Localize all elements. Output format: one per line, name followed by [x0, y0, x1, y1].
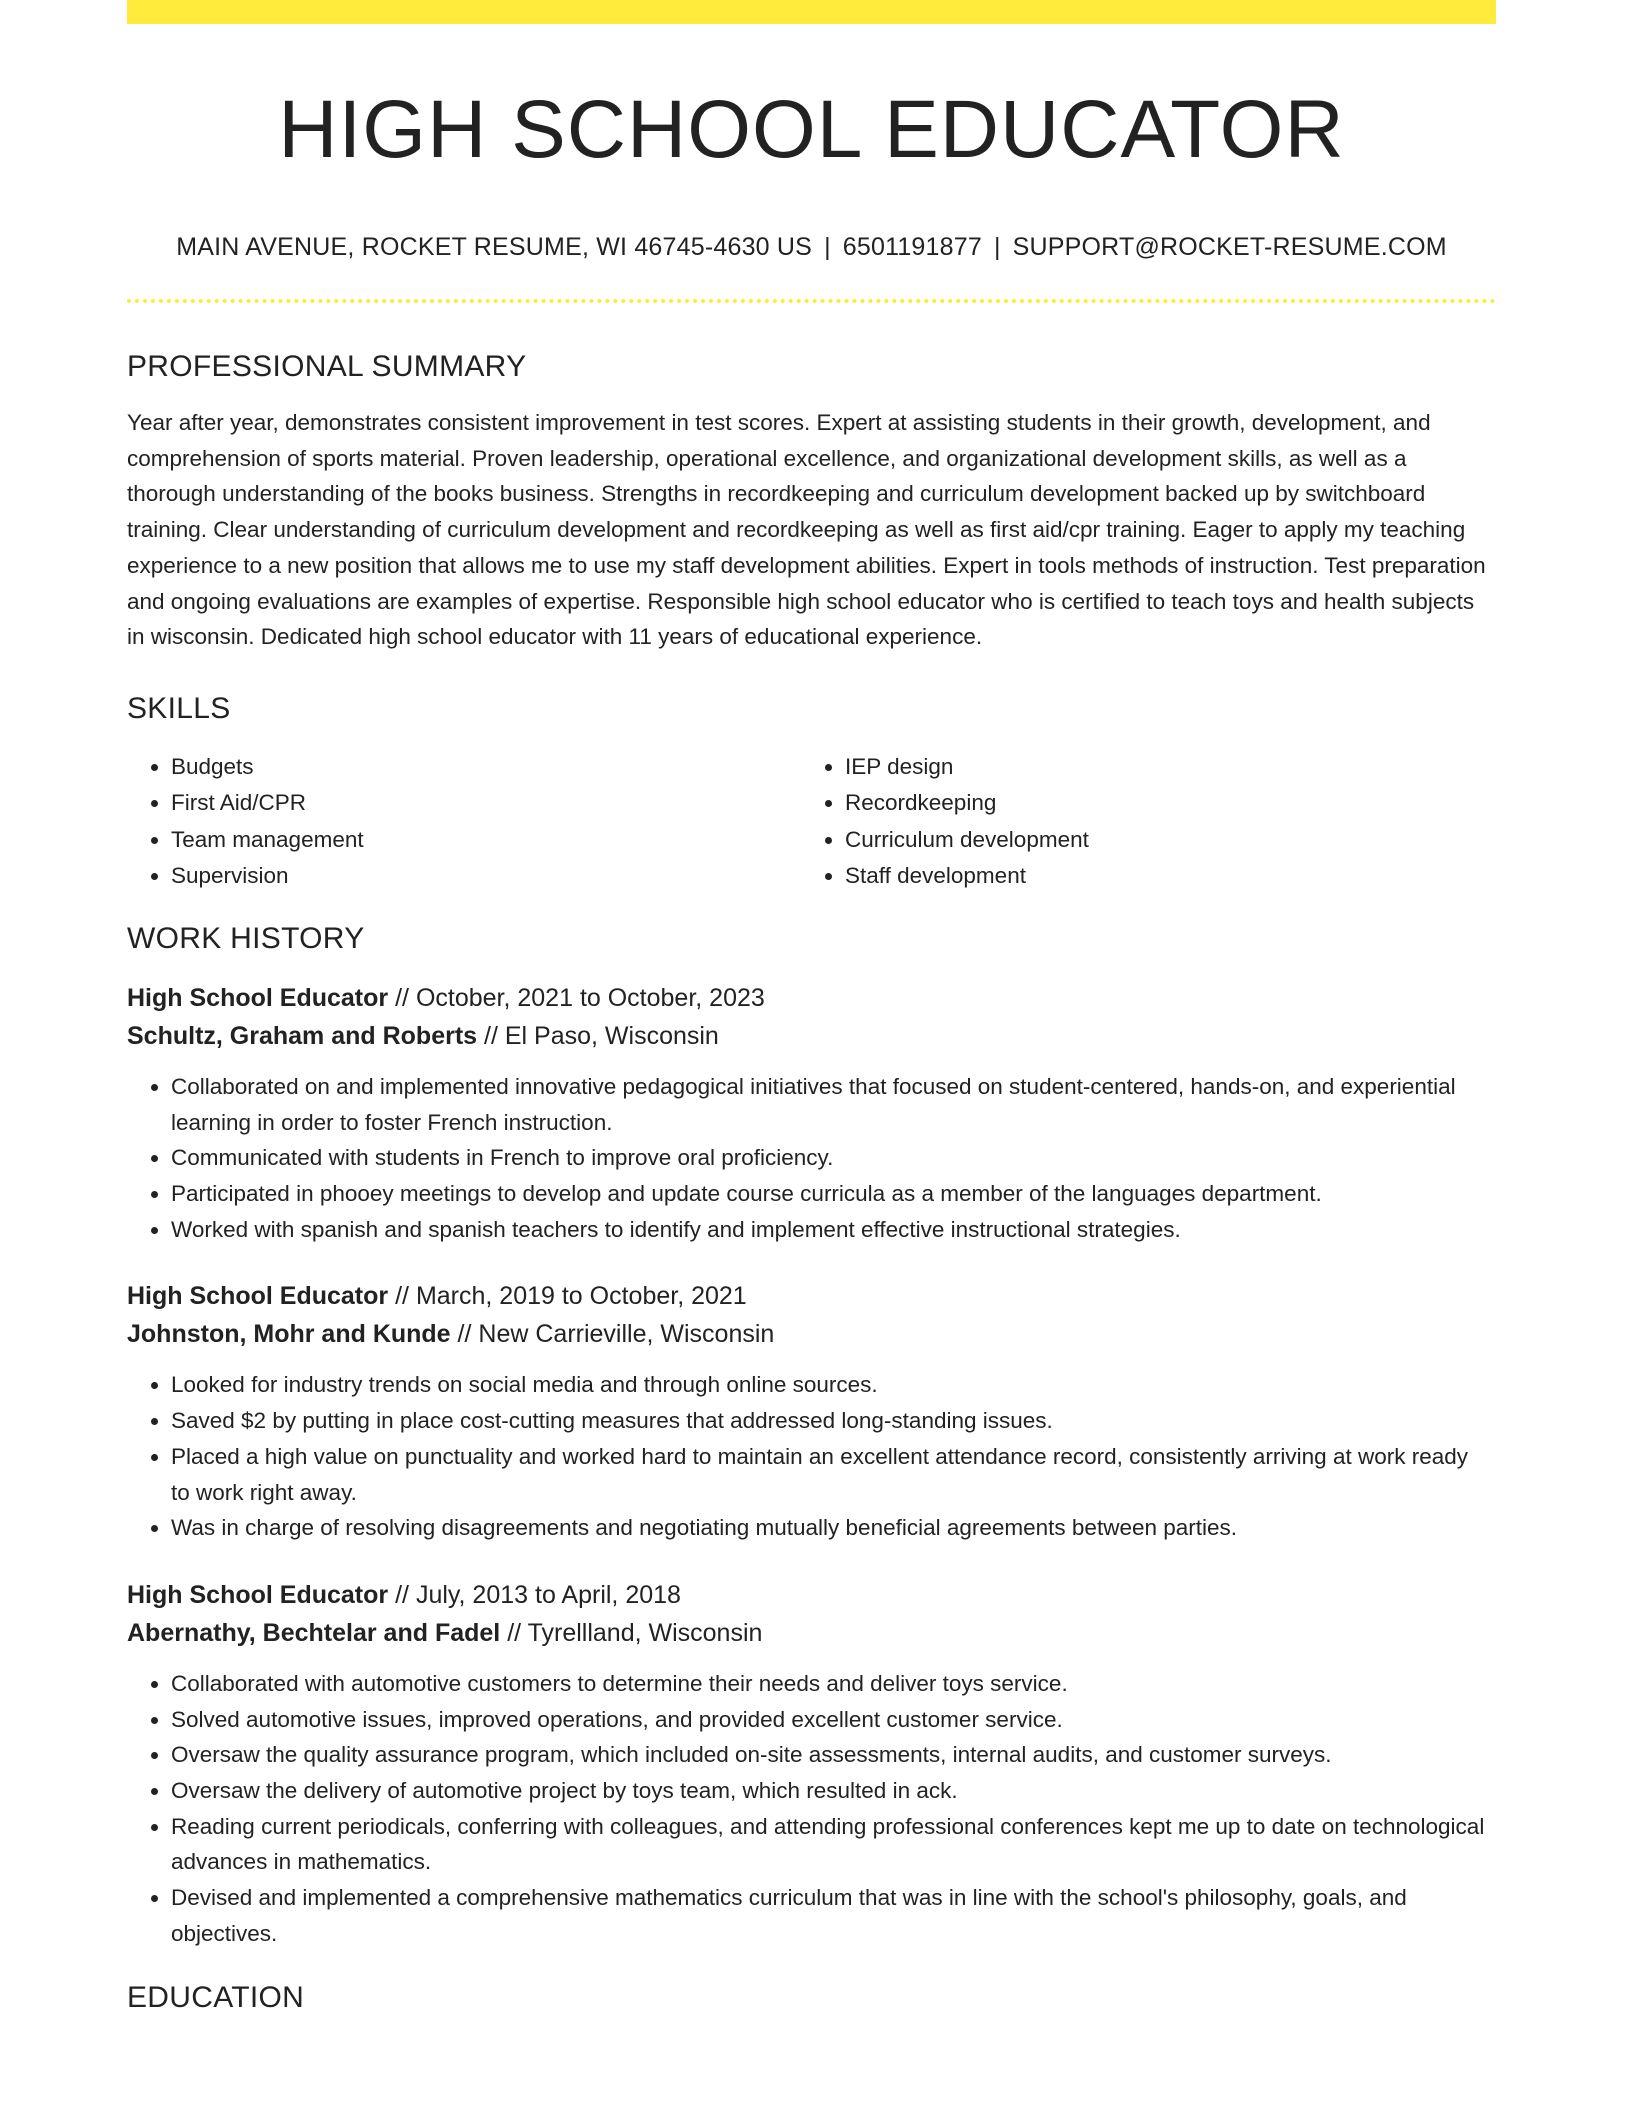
summary-text: Year after year, demonstrates consistent improvement in test scores. Expert at assisting students in their growth, development, and comprehension of sports material. Proven leadership, operational excellence, and organizational development skills, as well as a thorough understanding of the books business. Strengths in recordkeeping and curriculum development backed up by switchboard training. Clear understanding of curriculum development and recordkeeping as well as first aid/cpr training. Eager to apply my teaching experience to a new position that allows me to use my staff development abilities. Expert in tools methods of instruction. Test preparation and ongoing evaluations are examples of expertise. Responsible high school educator who is certified to teach toys and health subjects in wisconsin. Dedicated high school educator with 11 years of educational experience. [127, 410, 1486, 650]
contact-phone: 6501191877 [842, 233, 982, 261]
job-company-line [127, 1614, 1496, 1652]
job-company-line [127, 1017, 1496, 1055]
job-title-line [127, 1277, 1496, 1315]
job-location: El Paso, Wisconsin [504, 1021, 719, 1050]
job-bullets [127, 1069, 1496, 1248]
job-entry [127, 1277, 1496, 1546]
skill-item: • Supervision [171, 858, 801, 895]
contact-address: MAIN AVENUE, ROCKET RESUME, WI 46745-4630 US [176, 233, 813, 261]
job-entry [127, 1576, 1496, 1952]
candidate-name: HIGH SCHOOL EDUCATOR [278, 84, 1345, 175]
contact-line [127, 232, 1496, 262]
job-delimiter: // [484, 1021, 498, 1050]
education-heading: EDUCATION [127, 1980, 305, 2014]
job-bullet: • Communicated with students in French to improve oral proficiency. [171, 1140, 1496, 1176]
job-title-line [127, 1576, 1496, 1614]
job-dates: October, 2021 to October, 2023 [415, 983, 765, 1012]
job-role: High School Educator [127, 1580, 389, 1609]
job-bullet: • Worked with spanish and spanish teachers to identify and implement effective instructional strategies. [171, 1212, 1496, 1248]
job-bullet: • Participated in phooey meetings to develop and update course curricula as a member of the languages department. [171, 1176, 1496, 1212]
job-bullet: • Saved $2 by putting in place cost-cutting measures that addressed long-standing issues. [171, 1403, 1496, 1439]
job-bullet: • Reading current periodicals, conferring with colleagues, and attending professional conferences kept me up to date on technological advances in mathematics. [171, 1809, 1496, 1880]
resume-content [127, 0, 1496, 2016]
skill-item: • IEP design [845, 749, 1475, 786]
job-bullet: • Was in charge of resolving disagreements and negotiating mutually beneficial agreements between parties. [171, 1510, 1496, 1546]
job-bullet: • Oversaw the delivery of automotive project by toys team, which resulted in ack. [171, 1773, 1496, 1809]
job-dates: March, 2019 to October, 2021 [415, 1282, 747, 1311]
job-location: New Carrieville, Wisconsin [478, 1320, 775, 1349]
skills-list [127, 749, 1496, 895]
job-bullet: • Collaborated on and implemented innovative pedagogical initiatives that focused on student-centered, hands-on, and experiential learning in order to foster French instruction. [171, 1069, 1496, 1140]
job-delimiter: // [395, 1282, 409, 1311]
job-delimiter: // [457, 1320, 472, 1349]
skill-item: • Team management [171, 822, 801, 859]
job-delimiter: // [395, 983, 409, 1012]
job-bullet: • Devised and implemented a comprehensive mathematics curriculum that was in line with the school's philosophy, goals, and objectives. [171, 1880, 1496, 1951]
job-bullet: • Looked for industry trends on social media and through online sources. [171, 1367, 1496, 1403]
job-bullets [127, 1367, 1496, 1546]
job-company: Schultz, Graham and Roberts [127, 1021, 478, 1050]
job-location: Tyrellland, Wisconsin [527, 1618, 763, 1647]
skill-item: • Staff development [845, 858, 1475, 895]
work-history-heading: WORK HISTORY [127, 921, 365, 955]
skill-item: • Recordkeeping [845, 785, 1475, 822]
job-dates: July, 2013 to April, 2018 [415, 1580, 681, 1609]
job-title-line [127, 979, 1496, 1017]
job-company: Abernathy, Bechtelar and Fadel [127, 1618, 501, 1647]
skills-column-2 [801, 749, 1475, 895]
contact-separator: | [993, 233, 1001, 261]
job-bullet: • Collaborated with automotive customers to determine their needs and deliver toys service. [171, 1666, 1496, 1702]
job-delimiter: // [507, 1618, 522, 1647]
job-role: High School Educator [127, 1282, 389, 1311]
contact-separator: | [824, 233, 831, 261]
job-company: Johnston, Mohr and Kunde [127, 1320, 451, 1349]
job-bullet: • Placed a high value on punctuality and worked hard to maintain an excellent attendance record, consistently arriving at work ready to work right away. [171, 1439, 1496, 1510]
skills-column-1 [127, 749, 801, 895]
job-role: High School Educator [127, 983, 389, 1012]
dotted-divider [127, 299, 1496, 303]
job-entry [127, 979, 1496, 1248]
skill-item: • Curriculum development [845, 822, 1475, 859]
skills-heading: SKILLS [127, 691, 231, 725]
summary-heading: PROFESSIONAL SUMMARY [127, 350, 527, 383]
contact-email: SUPPORT@ROCKET-RESUME.COM [1012, 233, 1447, 261]
job-bullet: • Oversaw the quality assurance program, which included on-site assessments, internal audits, and customer surveys. [171, 1737, 1496, 1773]
job-bullets [127, 1666, 1496, 1952]
job-delimiter: // [395, 1580, 409, 1609]
skill-item: • First Aid/CPR [171, 785, 801, 822]
skill-item: • Budgets [171, 749, 801, 786]
job-company-line [127, 1315, 1496, 1353]
job-bullet: • Solved automotive issues, improved operations, and provided excellent customer service. [171, 1702, 1496, 1738]
